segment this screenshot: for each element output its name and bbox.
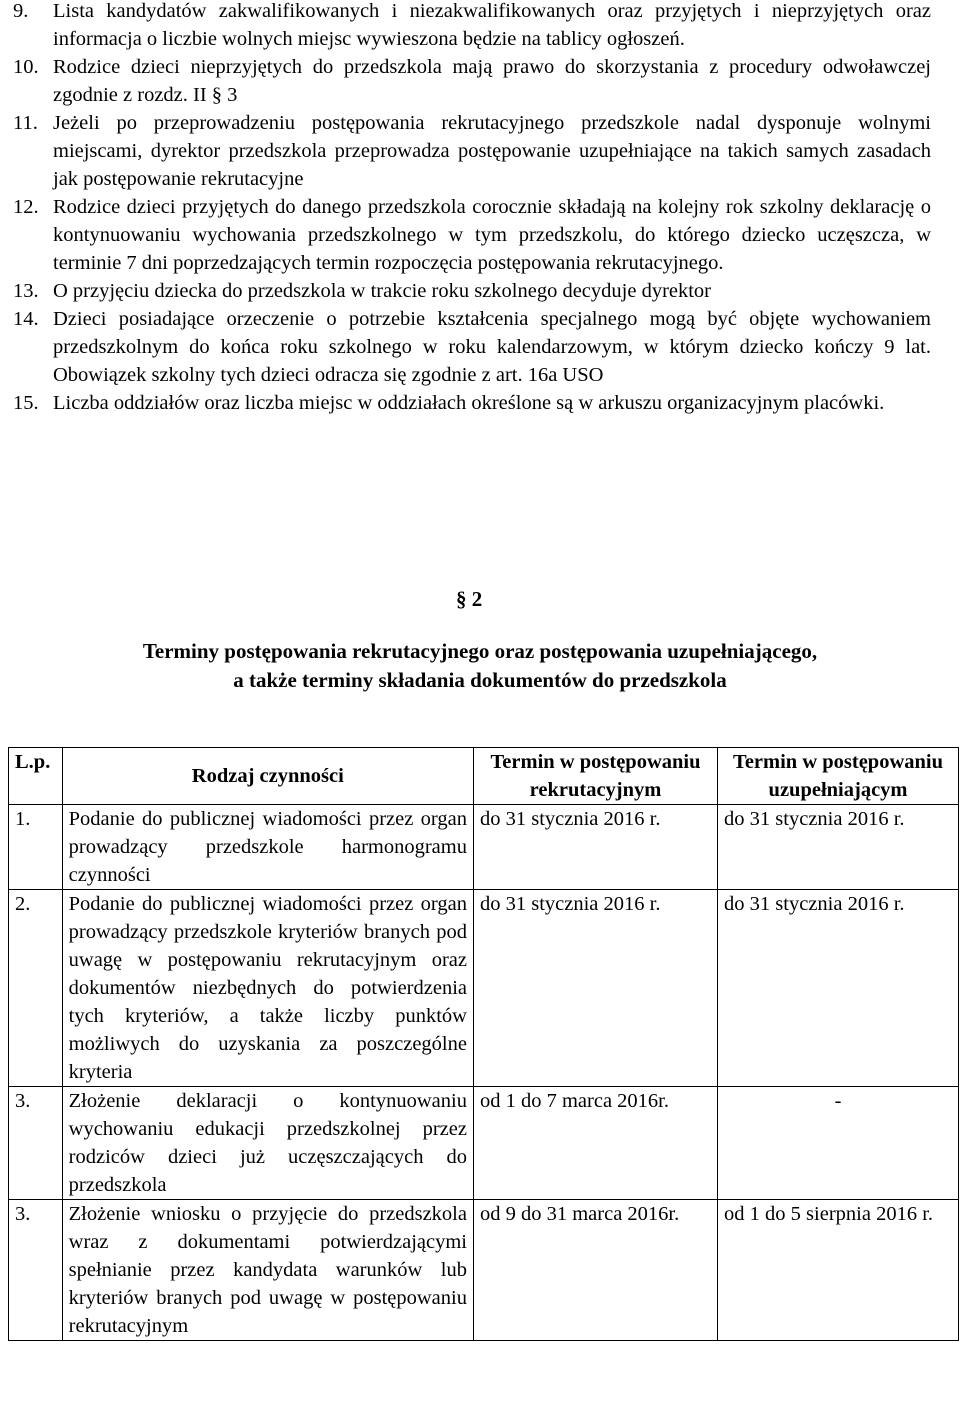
list-item-text: Dzieci posiadające orzeczenie o potrzebie kształcenia specjalnego mogą być objęte wychowaniem przedszkolnym do końca roku szkolnego w roku kalendarzowym, w którym dziecko kończy 9 lat. Obowiązek szkolny tych dzieci odracza się zgodnie z art. 16a USO: [53, 308, 931, 386]
section-sign: § 2: [456, 587, 483, 611]
table-header-row: [9, 748, 959, 805]
list-item-text: O przyjęciu dziecka do przedszkola w trakcie roku szkolnego decyduje dyrektor: [53, 280, 712, 302]
header-lp: L.p.: [9, 748, 63, 805]
list-item-number: 13.: [13, 280, 39, 302]
row-activity: Podanie do publicznej wiadomości przez organ prowadzący przedszkole harmonogramu czynności: [62, 805, 473, 890]
list-item-number: 9.: [13, 0, 29, 22]
list-item-text: Rodzice dzieci przyjętych do danego przedszkola corocznie składają na kolejny rok szkolny deklarację o kontynuowaniu wychowania przedszkolnego w tym przedszkolu, do którego dziecko uczęszcza, w terminie 7 dni poprzedzających termin rozpoczęcia postępowania rekrutacyjnego.: [53, 196, 931, 274]
list-item-text: Jeżeli po przeprowadzeniu postępowania rekrutacyjnego przedszkole nadal dysponuje wolnymi miejscami, dyrektor przedszkola przeprowadza postępowanie uzupełniające na takich samych zasadach jak postępowanie rekrutacyjne: [53, 112, 931, 190]
list-item-number: 15.: [13, 392, 39, 414]
list-item: [13, 389, 931, 417]
row-lp: 3.: [9, 1087, 63, 1200]
row-term-supplementary: do 31 stycznia 2016 r.: [718, 890, 959, 1087]
list-item: [13, 0, 931, 53]
row-lp: 1.: [9, 805, 63, 890]
list-item: [13, 53, 931, 109]
header-activity: Rodzaj czynności: [62, 748, 473, 805]
table-row: [9, 1200, 959, 1341]
section-title: [60, 637, 900, 695]
row-term-supplementary: -: [718, 1087, 959, 1200]
row-lp: 3.: [9, 1200, 63, 1341]
list-item-number: 11.: [13, 112, 38, 134]
header-term-recruitment: Termin w postępowaniu rekrutacyjnym: [473, 748, 717, 805]
list-item-text: Lista kandydatów zakwalifikowanych i niezakwalifikowanych oraz przyjętych i nieprzyjętych oraz informacja o liczbie wolnych miejsc wywieszona będzie na tablicy ogłoszeń.: [53, 0, 931, 50]
list-item: [13, 277, 931, 305]
row-term-recruitment: do 31 stycznia 2016 r.: [473, 890, 717, 1087]
schedule-table: [8, 747, 959, 1341]
section-title-line-2: a także terminy składania dokumentów do przedszkola: [233, 668, 727, 692]
list-item: [13, 193, 931, 277]
row-term-recruitment: od 9 do 31 marca 2016r.: [473, 1200, 717, 1341]
list-item-text: Rodzice dzieci nieprzyjętych do przedszkola mają prawo do skorzystania z procedury odwoławczej zgodnie z rozdz. II § 3: [53, 56, 931, 106]
row-activity: Złożenie wniosku o przyjęcie do przedszkola wraz z dokumentami potwierdzającymi spełnianie przez kandydata warunków lub kryteriów branych pod uwagę w postępowaniu rekrutacyjnym: [62, 1200, 473, 1341]
numbered-list: [13, 0, 931, 417]
list-item-number: 10.: [13, 56, 39, 78]
list-item: [13, 109, 931, 193]
list-item-number: 14.: [13, 308, 39, 330]
row-term-supplementary: do 31 stycznia 2016 r.: [718, 805, 959, 890]
list-item: [13, 305, 931, 389]
table-row: [9, 1087, 959, 1200]
list-item-text: Liczba oddziałów oraz liczba miejsc w oddziałach określone są w arkuszu organizacyjnym placówki.: [53, 392, 885, 414]
table-row: [9, 805, 959, 890]
row-activity: Podanie do publicznej wiadomości przez organ prowadzący przedszkole kryteriów branych pod uwagę w postępowaniu rekrutacyjnym oraz dokumentów niezbędnych do potwierdzenia tych kryteriów, a także liczby punktów możliwych do uzyskania za poszczególne kryteria: [62, 890, 473, 1087]
header-term-supplementary: Termin w postępowaniu uzupełniającym: [718, 748, 959, 805]
list-item-number: 12.: [13, 196, 39, 218]
row-term-recruitment: od 1 do 7 marca 2016r.: [473, 1087, 717, 1200]
row-activity: Złożenie deklaracji o kontynuowaniu wychowaniu edukacji przedszkolnej przez rodziców dzieci już uczęszczających do przedszkola: [62, 1087, 473, 1200]
table-row: [9, 890, 959, 1087]
row-term-supplementary: od 1 do 5 sierpnia 2016 r.: [718, 1200, 959, 1341]
row-term-recruitment: do 31 stycznia 2016 r.: [473, 805, 717, 890]
section-title-line-1: Terminy postępowania rekrutacyjnego oraz postępowania uzupełniającego,: [142, 639, 818, 663]
row-lp: 2.: [9, 890, 63, 1087]
